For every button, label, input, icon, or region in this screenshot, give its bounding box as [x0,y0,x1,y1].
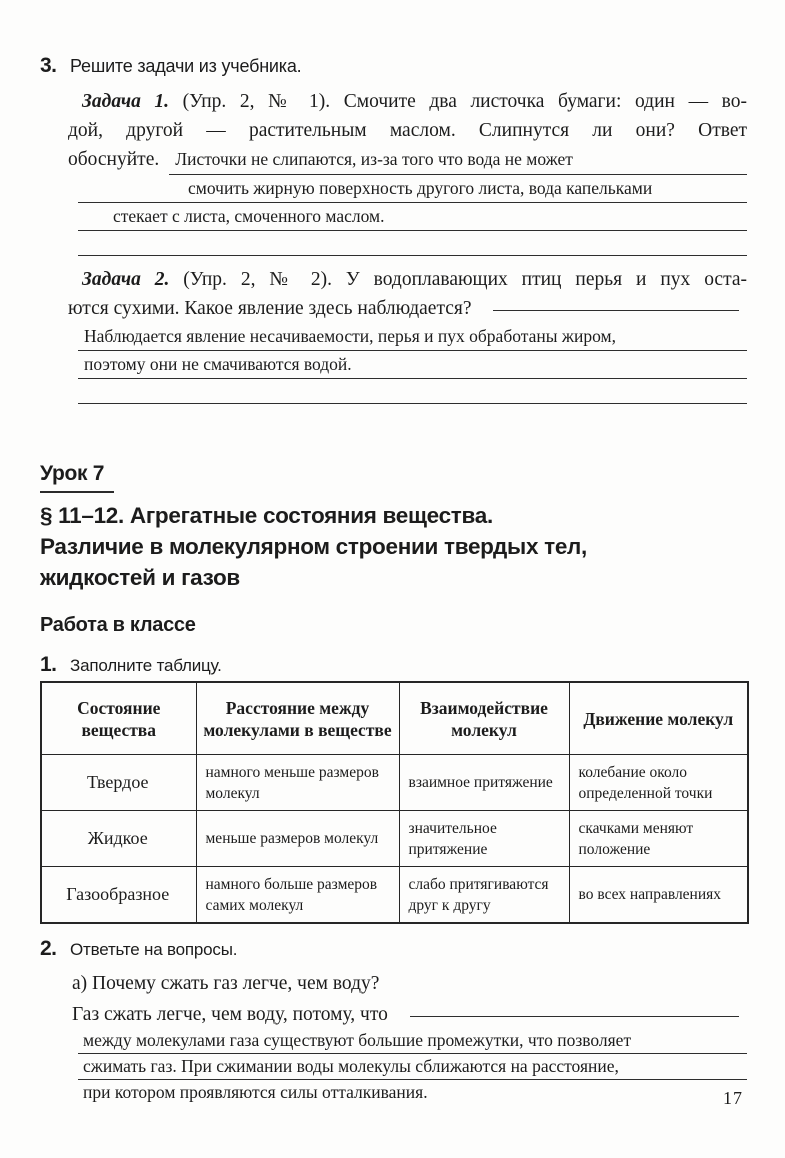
table-header-cell: Движение молекул [569,682,748,755]
task-2-number: 2. [40,937,57,960]
problem-1-answer-row [68,145,747,175]
problem-2 [68,265,747,404]
table-cell: Твердое [41,755,196,811]
section-heading-line-1: § 11–12. Агрегатные состояния вещества. [40,503,493,528]
table-header-cell: Состояние вещества [41,682,196,755]
section-heading [40,500,747,593]
table-header-row [41,682,748,755]
task-1-label: Заполните таблицу. [70,656,222,675]
task-3-heading [40,54,747,78]
section-heading-line-2: Различие в молекулярном строении твердых тел, [40,534,588,559]
page-number: 17 [723,1088,743,1108]
table-row-gas [41,867,748,924]
task-1-number: 1. [40,653,57,676]
answer-line: Листочки не слипаются, из-за того что вода не может [169,145,747,175]
problem-2-text: (Упр. 2, № 2). У водоплавающих птиц перья и пух оста- [183,269,747,290]
table-cell: колебание около определенной точки [569,755,748,811]
answer-line: поэтому они не смачиваются водой. [78,351,747,379]
table-cell: меньше размеров молекул [196,811,399,867]
table-cell: Газообразное [41,867,196,924]
answer-line: между молекулами газа существуют большие промежутки, что позволяет [78,1028,747,1054]
problem-2-text-line-2: ются сухими. Какое явление здесь наблюдается? [68,298,472,319]
table-cell: значительное притяжение [399,811,569,867]
problem-1-title: Задача 1. [82,91,170,112]
answer-intro: Газ сжать легче, чем воду, потому, что [72,1004,388,1025]
task-1-heading [40,653,747,677]
task-2-heading [40,937,747,961]
problem-1-text-line-2: дой, другой — растительным маслом. Слипнутся ли они? Ответ [68,120,747,141]
ruled-line [78,379,747,404]
table-cell: взаимное притяжение [399,755,569,811]
table-cell: Жидкое [41,811,196,867]
answer-line: смочить жирную поверхность другого листа, вода капельками [78,175,747,203]
states-table [40,681,749,924]
ruled-line [493,310,739,311]
lesson-label-row [40,462,747,500]
problem-2-text-line-1 [68,265,747,294]
question-block [68,971,747,1105]
classwork-heading: Работа в классе [40,614,196,636]
table-cell: слабо притягиваются друг к другу [399,867,569,924]
lesson-label: Урок 7 [40,462,114,493]
table-row-liquid [41,811,748,867]
problem-1-text-line-3: обоснуйте. [68,149,160,170]
table-cell: намного меньше размеров молекул [196,755,399,811]
table-cell: во всех направлениях [569,867,748,924]
answer-line: сжимать газ. При сжимании воды молекулы сближаются на расстояние, [78,1054,747,1080]
answer-line: стекает с листа, смоченного маслом. [78,203,747,231]
table-header-cell: Расстояние между молекулами в веществе [196,682,399,755]
answer-line: Наблюдается явление несачиваемости, перья и пух обработаны жиром, [78,323,747,351]
problem-1-text: (Упр. 2, № 1). Смочите два листочка бумаги: один — во- [182,91,747,112]
table-header-cell: Взаимодействие молекул [399,682,569,755]
ruled-line [78,231,747,256]
task-3-number: 3. [40,54,57,77]
question-a: а) Почему сжать газ легче, чем воду? [72,973,380,994]
problem-1 [68,87,747,256]
task-3-label: Решите задачи из учебника. [70,56,302,76]
table-cell: намного больше размеров самих молекул [196,867,399,924]
task-2-label: Ответьте на вопросы. [70,940,238,959]
table-row-solid [41,755,748,811]
table-cell: скачками меняют положение [569,811,748,867]
problem-2-title: Задача 2. [82,269,170,290]
ruled-line [410,1016,739,1017]
problem-2-question-row [68,294,747,323]
section-gap [40,404,747,462]
answer-line: при котором проявляются силы отталкивания. [83,1082,428,1102]
section-heading-line-3: жидкостей и газов [40,565,240,590]
answer-intro-row [68,1002,747,1028]
problem-1-text-line-1 [68,87,747,116]
